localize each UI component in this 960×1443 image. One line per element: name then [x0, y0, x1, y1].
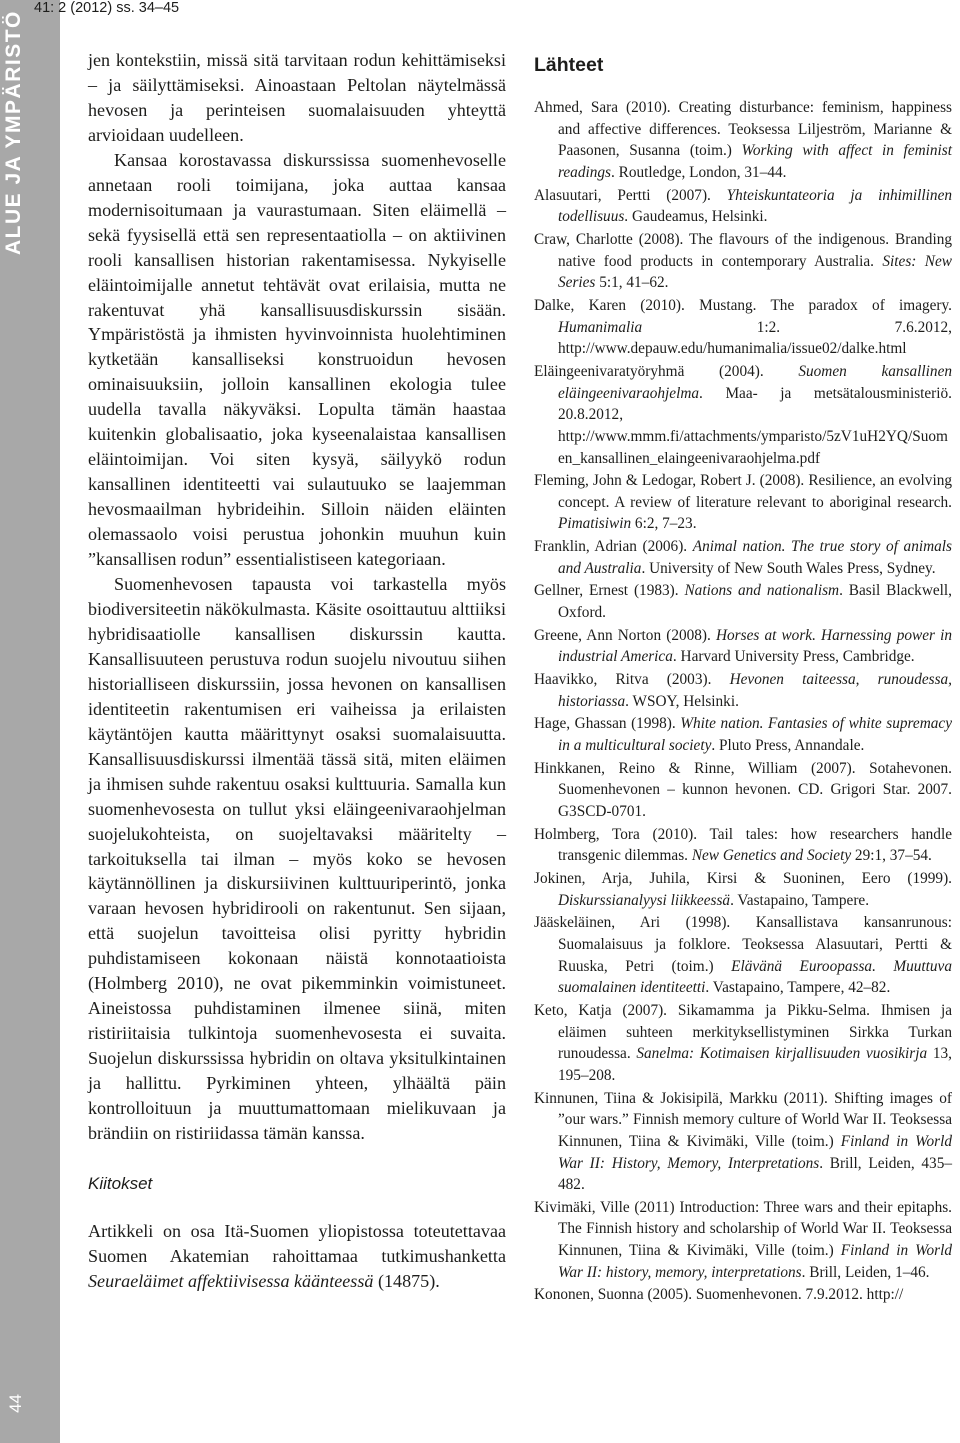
- reference-text: . Maa- ja metsätalousministeriö. 20.8.2012, http://www.mmm.fi/attachments/ymparisto/5zV1uH2YQ/Suomen_kansallinen_elaingeenivaraohjelma.pdf: [558, 384, 952, 467]
- reference-title: Horses at work. Harnessing power in industrial America: [558, 626, 952, 666]
- reference-text: Kononen, Suonna (2005). Suomenhevonen. 7.9.2012. http://: [534, 1286, 904, 1304]
- reference-text: Franklin, Adrian (2006).: [534, 538, 693, 556]
- reference-text: . Vastapaino, Tampere, 42–82.: [705, 979, 891, 997]
- reference-entry: [534, 185, 952, 228]
- reference-title: Suomen kansallinen eläingeenivaraohjelma: [558, 362, 953, 402]
- reference-text: Hinkkanen, Reino & Rinne, William (2007). Sotahevonen. Suomenhevonen – kunnon hevonen. CD. Grigori Star. 2007. G3SCD-0701.: [534, 759, 952, 820]
- reference-text: Fleming, John & Ledogar, Robert J. (2008). Resilience, an evolving concept. A review of literature relevant to aboriginal research.: [534, 472, 952, 511]
- reference-entry: [534, 1088, 952, 1196]
- reference-entry: [534, 1284, 952, 1306]
- reference-title: Diskurssianalyysi liikkeessä: [558, 891, 731, 909]
- body-paragraph: jen kontekstiin, missä sitä tarvitaan rodun kehittämiseksi – ja säilyttämiseksi. Ainoastaan Peltolan näytelmässä hevosen ja perinteisen suomalaisuuden yhteyttä arvioidaan uudelleen.: [88, 50, 506, 145]
- page-number: 44: [6, 1394, 25, 1413]
- reference-entry: [534, 97, 952, 184]
- acknowledgements-tail: (14875).: [373, 1270, 440, 1291]
- reference-text: Jääskeläinen, Ari (1998). Kansallistava kansanrunous: Suomalaisuus ja folklore. Teoksessa Alasuutari, Pertti & Ruuska, Petri (toim.): [534, 914, 952, 975]
- reference-text: 13, 195–208.: [558, 1045, 952, 1084]
- reference-text: . University of New South Wales Press, Sydney.: [641, 559, 936, 577]
- reference-entry: [534, 580, 952, 623]
- body-column: [88, 48, 506, 1294]
- reference-title: Sanelma: Kotimaisen kirjallisuuden vuosikirja: [636, 1045, 928, 1063]
- reference-text: Craw, Charlotte (2008). The flavours of the indigenous. Branding native food products in contemporary Australia.: [534, 230, 952, 270]
- reference-text: Holmberg, Tora (2010). Tail tales: how researchers handle transgenic dilemmas.: [534, 825, 952, 865]
- reference-text: . Gaudeamus, Helsinki.: [624, 208, 768, 226]
- reference-text: . Routledge, London, 31–44.: [610, 163, 787, 181]
- reference-text: . Harvard University Press, Cambridge.: [672, 648, 915, 666]
- reference-title: Pimatisiwin: [558, 515, 632, 533]
- reference-text: Dalke, Karen (2010). Mustang. The paradox of imagery.: [534, 296, 952, 314]
- acknowledgements-text: Artikkeli on osa Itä-Suomen yliopistossa toteutettavaa Suomen Akatemian rahoittamaa tutkimushanketta: [88, 1220, 506, 1266]
- reference-text: Kivimäki, Ville (2011) Introduction: Three wars and their epitaphs. The Finnish history and scholarship of World War II. Teoksessa Kinnunen, Tiina & Kivimäki, Ville (toim.): [534, 1198, 952, 1260]
- reference-entry: [534, 868, 952, 911]
- reference-text: . WSOY, Helsinki.: [625, 692, 739, 710]
- reference-title: Finland in World War II: History, Memory, Interpretations: [558, 1132, 952, 1172]
- reference-title: Nations and nationalism: [684, 582, 840, 600]
- reference-text: . Pluto Press, Annandale.: [711, 737, 865, 755]
- reference-text: Greene, Ann Norton (2008).: [534, 626, 716, 644]
- reference-entry: [534, 625, 952, 668]
- reference-entry: [534, 1000, 952, 1087]
- reference-title: Sites: New Series: [558, 252, 952, 292]
- body-paragraph: Suomenhevosen tapausta voi tarkastella myös biodiversiteetin näkökulmasta. Käsite osoittautuu alttiiksi hybridisaatiolle kansallisen diskurssin kautta. Kansallisuuteen perustuva rodun suojelu nivoutuu siihen historialliseen diskurssiin, jossa hevonen on kansallisen identiteetin rakentumisen eri vaiheissa ja erilaisten käytäntöjen kautta määrittynyt osaksi suomalaisuutta. Kansallisuusdiskurssi ilmentää tässä sitä, miten eläimen ja ihmisen suhde rakentuu osaksi kulttuuria. Samalla kun suomenhevosesta on tullut yksi eläingeenivaraohjelman suojelukohteista, on suojeltavaksi määritelty – tarkoituksella tai ilman – myös koko se hevosen käytännöllinen ja diskursiivinen kulttuuriperintö, jonka varaan hevosen hybridirooli on rakentunut. Sen sijaan, että suojelun tavoitteisa olisi pyritty hybridin puhdistamiseen kokonaan näistä konnotaatioista (Holmberg 2010), ne ovat pikemminkin voimistuneet. Aineistossa puhdistaminen ilmenee siinä, miten ristiriitaisia tulkintoja suomenhevosesta ei suvaita. Suojelun diskurssissa hybridin on oltava yksitulkintainen ja hallittu. Pyrkiminen yhteen, ylhäältä päin kontrolloituun ja muuttumattomaan mielikuvaan ja brändiin on ristiriidassa tämän kanssa.: [88, 574, 506, 1143]
- reference-title: Finland in World War II: history, memory, interpretations: [558, 1242, 952, 1281]
- reference-text: Eläingeenivaratyöryhmä (2004).: [534, 362, 799, 380]
- reference-entry: [534, 229, 952, 294]
- reference-title: Working with affect in feminist readings: [558, 142, 952, 181]
- reference-text: . Vastapaino, Tampere.: [730, 891, 870, 909]
- reference-text: Haavikko, Ritva (2003).: [534, 671, 730, 689]
- reference-title: Hevonen taiteessa, runoudessa, historiassa: [558, 671, 953, 710]
- references-heading: Lähteet: [534, 54, 604, 76]
- body-paragraph: Kansaa korostavassa diskurssissa suomenhevoselle annetaan rooli toimijana, joka auttaa kansaa modernisoitumaan ja vaurastumaan. Siten eläimellä – sekä fyysisellä että sen representaatiolla – on aktiivinen rooli kansallisen historian rakentamisessa. Nykyiselle eläintoimijalle annetut tehtävät ovat erilaisia, mutta ne rakentuvat yhä kansallisuusdiskurssin sisään. Ympäristöstä ja ihmisten hyvinvoinnista huolehtiminen kytketään kansalliseksi konstruoidun hevosen ominaisuuksiin, jolloin kansallinen ekologia tulee uudella tavalla näkyväksi. Lopulta tämän haastaa kuitenkin globalisaatio, joka kyseenalaistaa kansallisen eläintoimijan. Voi siten kysyä, säilyykö rodun kansallinen identiteetti vai sulautuuko se laajemman hevosmaailman hybrideihin. Silloin näiden eläinten olemassaolo voisi perustua johonkin muuhun kuin ”kansallisen rodun” essentialistiseen kategoriaan.: [88, 149, 506, 570]
- reference-title: Yhteiskuntateoria ja inhimillinen todellisuus: [558, 186, 953, 226]
- reference-text: 1:2. 7.6.2012, http://www.depauw.edu/humanimalia/issue02/dalke.html: [558, 318, 952, 358]
- reference-entry: [534, 361, 952, 469]
- reference-text: . Brill, Leiden, 1–46.: [801, 1263, 930, 1281]
- reference-entry: [534, 669, 952, 712]
- reference-title: Animal nation. The true story of animals and Australia: [558, 538, 953, 577]
- side-strip: [0, 0, 60, 1443]
- project-title: Seuraeläimet affektiivisessa käänteessä: [88, 1270, 374, 1291]
- reference-entry: [534, 295, 952, 360]
- reference-text: 6:2, 7–23.: [631, 515, 697, 533]
- reference-text: Ahmed, Sara (2010). Creating disturbance: feminism, happiness and affective differences. Teoksessa Liljeström, Marianne & Paasonen, Susanna (toim.): [534, 99, 952, 160]
- reference-text: . Basil Blackwell, Oxford.: [558, 582, 952, 622]
- reference-title: White nation. Fantasies of white supremacy in a multicultural society: [558, 715, 952, 755]
- references-column: [534, 54, 952, 1307]
- reference-entry: [534, 758, 952, 823]
- reference-entry: [534, 470, 952, 535]
- journal-section-title: ALUE JA YMPÄRISTÖ: [2, 10, 25, 255]
- reference-text: Kinnunen, Tiina & Jokisipilä, Markku (2011). Shifting images of ”our wars.” Finnish memory culture of World War II. Teoksessa Kinnunen, Tiina & Kivimäki, Ville (toim.): [534, 1089, 952, 1150]
- reference-text: Hage, Ghassan (1998).: [534, 715, 681, 733]
- reference-list: [534, 97, 952, 1306]
- reference-text: 29:1, 37–54.: [851, 847, 932, 865]
- acknowledgements-heading: Kiitokset: [88, 1173, 153, 1193]
- reference-text: . Brill, Leiden, 435–482.: [558, 1154, 952, 1194]
- reference-title: Elävänä Euroopassa. Muuttuva suomalainen identiteetti: [558, 957, 952, 997]
- reference-text: Keto, Katja (2007). Sikamamma ja Pikku-Selma. Ihmisen ja eläimen suhteen merkityksellistyminen Sirkka Turkan runoudessa.: [534, 1001, 952, 1063]
- reference-entry: [534, 1197, 952, 1284]
- reference-entry: [534, 713, 952, 756]
- reference-entry: [534, 912, 952, 999]
- reference-title: Humanimalia: [558, 318, 643, 336]
- reference-text: 5:1, 41–62.: [595, 274, 669, 292]
- reference-title: New Genetics and Society: [691, 847, 852, 865]
- reference-entry: [534, 536, 952, 579]
- reference-text: Gellner, Ernest (1983).: [534, 582, 685, 600]
- reference-text: Alasuutari, Pertti (2007).: [534, 186, 727, 204]
- reference-text: Jokinen, Arja, Juhila, Kirsi & Suoninen, Eero (1999).: [534, 869, 952, 887]
- acknowledgements-paragraph: [88, 1219, 506, 1294]
- reference-entry: [534, 824, 952, 867]
- issue-label: 41: 2 (2012) ss. 34–45: [34, 0, 180, 16]
